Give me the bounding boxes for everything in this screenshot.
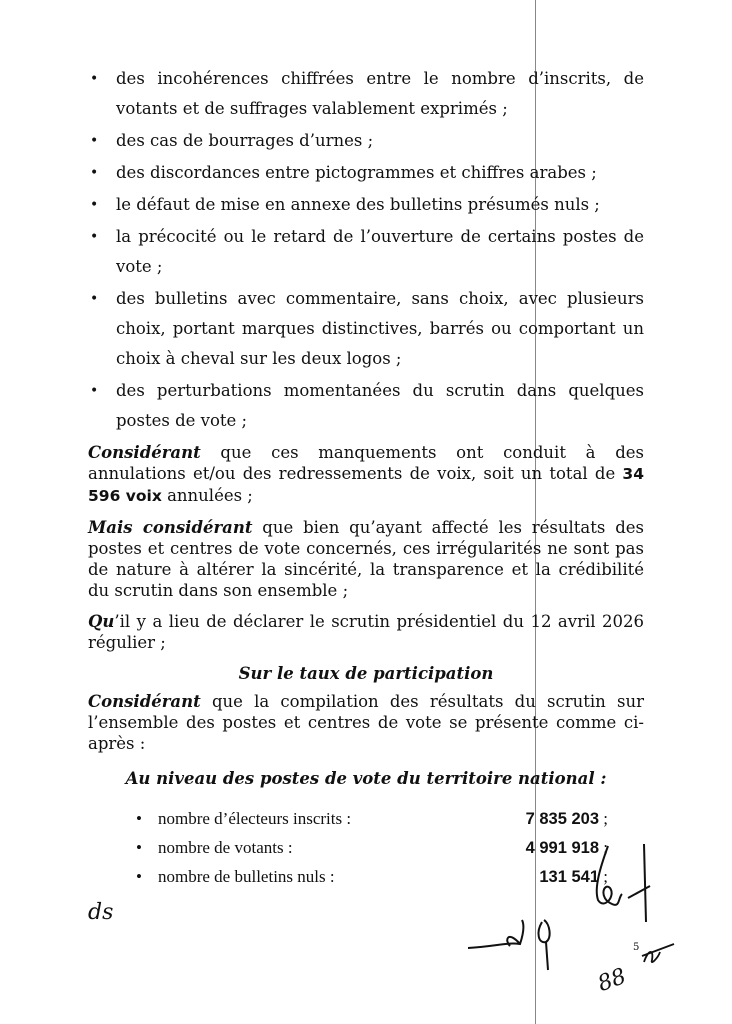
paragraph-tail: annulées ; xyxy=(161,486,253,505)
bullet-icon: • xyxy=(136,837,142,857)
stat-suffix: ; xyxy=(599,808,608,828)
stat-label: nombre d’électeurs inscrits : xyxy=(158,808,352,828)
stat-value: 131 541 xyxy=(539,867,600,886)
list-item: • des discordances entre pictogrammes et chiffres arabes ; xyxy=(88,158,644,188)
handwritten-annotation: 88 xyxy=(594,963,630,998)
paragraph-compilation xyxy=(88,691,644,754)
paragraph-lead: Qu xyxy=(88,612,115,631)
signature-icon xyxy=(580,838,670,928)
stat-value-cell xyxy=(458,804,608,833)
handwritten-initials: ds xyxy=(88,900,114,925)
list-item: • la précocité ou le retard de l’ouverture de certains postes de vote ; xyxy=(88,222,644,282)
document-body xyxy=(88,64,644,891)
paragraph-quil xyxy=(88,611,644,653)
paragraph-lead: Mais considérant xyxy=(88,518,253,537)
list-item: • des incohérences chiffrées entre le nombre d’inscrits, de votants et de suffrages valablement exprimés ; xyxy=(88,64,644,124)
paragraph-text: ’il y a lieu de déclarer le scrutin présidentiel du 12 avril 2026 régulier ; xyxy=(88,612,644,652)
strike-mark-icon xyxy=(640,940,676,970)
stat-row xyxy=(136,862,608,891)
list-item: • le défaut de mise en annexe des bulletins présumés nuls ; xyxy=(88,190,644,220)
list-item: • des bulletins avec commentaire, sans choix, avec plusieurs choix, portant marques distinctives, barrés ou comportant un choix à cheval sur les deux logos ; xyxy=(88,284,644,374)
stat-label: nombre de votants : xyxy=(158,837,293,857)
stat-suffix: ; xyxy=(599,866,608,886)
stat-row xyxy=(136,804,608,833)
bullet-icon: • xyxy=(136,808,142,828)
paragraph-text: que la compilation des résultats du scrutin sur l’ensemble des postes et centres de vote se présente comme ci-après : xyxy=(88,692,644,753)
paragraph-text: que bien qu’ayant affecté les résultats des postes et centres de vote concernés, ces irrégularités ne sont pas de nature à altérer la sincérité, la transparence et la crédibilité du scrutin dans son ensemble ; xyxy=(88,518,644,600)
participation-stats xyxy=(136,804,608,891)
subsection-title: Au niveau des postes de vote du territoire national : xyxy=(125,769,607,788)
stat-value: 4 991 918 xyxy=(525,838,600,857)
stat-label: nombre de bulletins nuls : xyxy=(158,866,335,886)
signature-icon xyxy=(468,912,568,972)
paragraph-mais-considerant xyxy=(88,517,644,601)
paragraph-annulations xyxy=(88,442,644,507)
paragraph-lead: Considérant xyxy=(88,443,201,462)
section-title: Sur le taux de participation xyxy=(238,664,494,683)
annulled-votes-total: 34 596 voix xyxy=(88,465,644,505)
bullet-icon: • xyxy=(136,866,142,886)
paragraph-text: que ces manquements ont conduit à des annulations et/ou des redressements de voix, soit un total de xyxy=(88,443,644,483)
stat-value: 7 835 203 xyxy=(525,809,600,828)
irregularities-list xyxy=(88,64,644,436)
stat-row xyxy=(136,833,608,862)
page-number: 5 xyxy=(633,942,640,953)
list-item: • des cas de bourrages d’urnes ; xyxy=(88,126,644,156)
paragraph-lead: Considérant xyxy=(88,692,201,711)
stat-suffix: ; xyxy=(599,837,608,857)
list-item: • des perturbations momentanées du scrutin dans quelques postes de vote ; xyxy=(88,376,644,436)
